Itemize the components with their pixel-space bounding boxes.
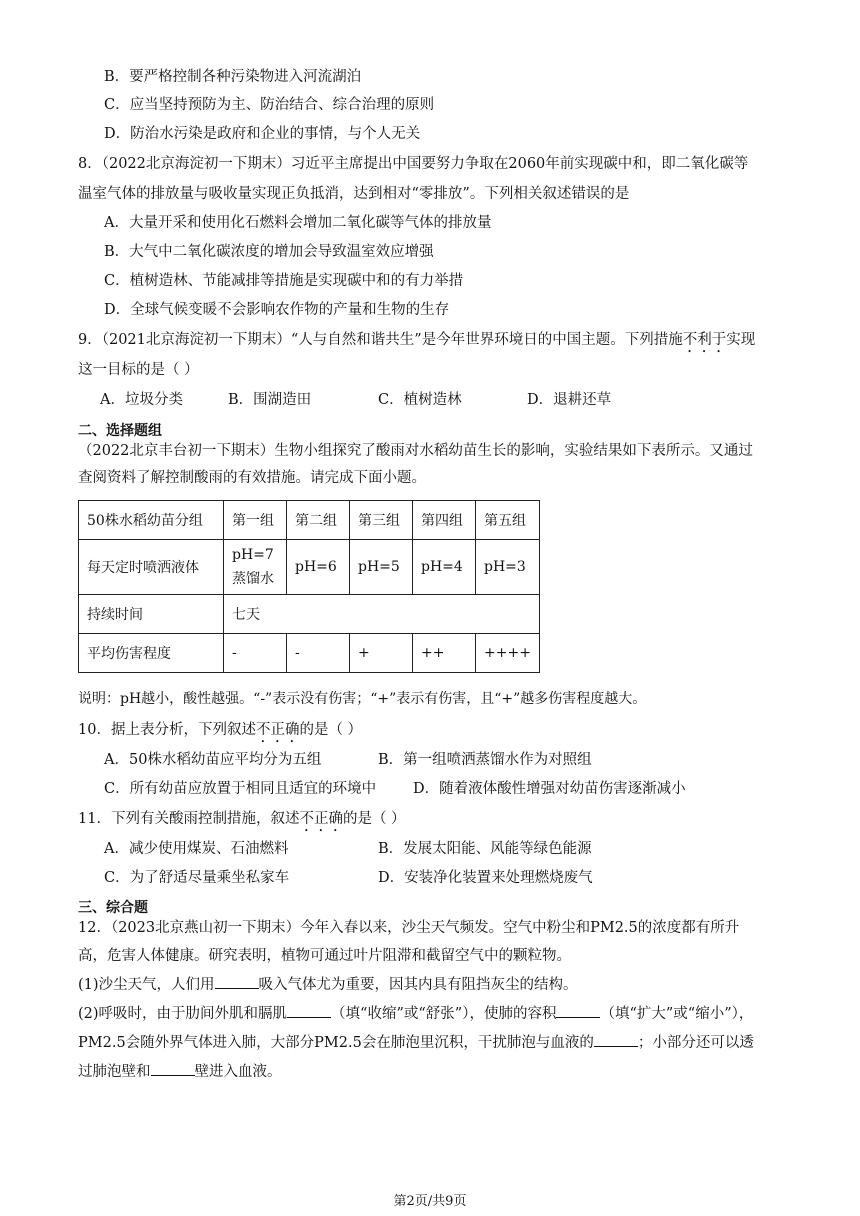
table-cell: 第一组 — [224, 501, 287, 540]
q11-option-a: A．减少使用煤炭、石油燃料 — [104, 841, 289, 857]
table-cell: ++++ — [476, 634, 540, 673]
q12-part2-line2 — [78, 1032, 754, 1054]
q12-part2-line2-a: PM2.5会随外界气体进入肺，大部分PM2.5会在肺泡里沉积，干扰肺泡与血液的 — [78, 1035, 594, 1051]
q10-option-c: C．所有幼苗应放置于相同且适宜的环境中 — [104, 781, 377, 797]
q9-option-b: B．围湖造田 — [228, 392, 312, 408]
q10-option-b: B．第一组喷洒蒸馏水作为对照组 — [378, 752, 592, 768]
q10-option-d: D．随着液体酸性增强对幼苗伤害逐渐减小 — [413, 781, 686, 797]
table-cell: + — [350, 634, 413, 673]
q8-option-b: B．大气中二氧化碳浓度的增加会导致温室效应增强 — [104, 244, 434, 260]
q12-part2-c: （填“扩大”或“缩小”）， — [600, 1006, 754, 1022]
q11-option-c: C．为了舒适尽量乘坐私家车 — [104, 870, 290, 886]
q9-stem-line2: 这一目标的是（ ） — [78, 362, 199, 378]
q8-option-c: C．植树造林、节能减排等措施是实现碳中和的有力举措 — [104, 273, 464, 289]
answer-blank[interactable] — [215, 974, 259, 989]
table-row-damage — [79, 634, 540, 673]
q10-option-a: A．50株水稻幼苗应平均分为五组 — [104, 752, 322, 768]
table-cell — [224, 540, 287, 595]
q9-stem-pre: 9．（2021北京海淀初一下期末）“人与自然和谐共生”是今年世界环境日的中国主题。下列措施 — [78, 332, 683, 348]
q12-part2-line3-b: 壁进入血液。 — [194, 1064, 282, 1080]
table-cell: - — [287, 634, 350, 673]
section2-intro-line2: 查阅资料了解控制酸雨的有效措施。请完成下面小题。 — [78, 470, 426, 486]
q11-stem — [78, 808, 406, 835]
q11-option-b: B．发展太阳能、风能等绿色能源 — [378, 841, 592, 857]
answer-blank[interactable] — [556, 1003, 600, 1018]
q9-option-a: A．垃圾分类 — [100, 392, 183, 408]
q8-stem-line2: 温室气体的排放量与吸收量实现正负抵消，达到相对“零排放”。下列相关叙述错误的是 — [78, 186, 630, 202]
q12-part1-post: 吸入气体尤为重要，因其内具有阻挡灰尘的结构。 — [258, 977, 578, 993]
experiment-table — [78, 500, 540, 673]
q8-stem-line1: 8．（2022北京海淀初一下期末）习近平主席提出中国要努力争取在2060年前实现碳中和，即二氧化碳等 — [78, 156, 749, 172]
q12-part2-line3-a: 过肺泡壁和 — [78, 1064, 151, 1080]
table-cell: pH=4 — [413, 540, 476, 595]
q11-stem-post: 的是（ ） — [342, 811, 406, 827]
table-cell-line: pH=7 — [232, 547, 274, 563]
q9-option-d: D．退耕还草 — [527, 392, 612, 408]
table-row-duration — [79, 595, 540, 634]
q12-part2-line2-b: ；小部分还可以透 — [637, 1035, 754, 1051]
q12-part1 — [78, 974, 578, 996]
table-cell: 平均伤害程度 — [79, 634, 224, 673]
q10-emphasis: 不正确 — [255, 722, 300, 738]
q10-stem — [78, 719, 362, 746]
q12-part1-pre: (1)沙尘天气，人们用 — [78, 977, 215, 993]
table-cell: 七天 — [224, 595, 540, 634]
table-cell: pH=6 — [287, 540, 350, 595]
table-cell: pH=5 — [350, 540, 413, 595]
table-cell: 第二组 — [287, 501, 350, 540]
q9-emphasis: 不利于 — [682, 332, 727, 348]
q12-stem-line1: 12．（2023北京燕山初一下期末）今年入春以来，沙尘天气频发。空气中粉尘和PM2.5的浓度都有所升 — [78, 920, 740, 936]
table-cell-line: 蒸馏水 — [232, 571, 274, 587]
answer-blank[interactable] — [594, 1032, 638, 1047]
q7-option-d: D．防治水污染是政府和企业的事情，与个人无关 — [104, 126, 421, 142]
q11-emphasis: 不正确 — [299, 811, 343, 827]
table-cell: ++ — [413, 634, 476, 673]
page-footer: 第2页/共9页 — [393, 1194, 467, 1209]
answer-blank[interactable] — [287, 1003, 331, 1018]
table-cell: 第三组 — [350, 501, 413, 540]
q8-option-d: D．全球气候变暖不会影响农作物的产量和生物的生存 — [104, 302, 450, 318]
table-cell: pH=3 — [476, 540, 540, 595]
table-cell: - — [224, 634, 287, 673]
q9-stem-line1 — [78, 329, 755, 356]
q12-part2-line1 — [78, 1003, 753, 1025]
q10-stem-pre: 10．据上表分析，下列叙述 — [78, 722, 256, 738]
q10-stem-post: 的是（ ） — [299, 722, 363, 738]
q11-stem-pre: 11．下列有关酸雨控制措施，叙述 — [78, 811, 300, 827]
q12-stem-line2: 高，危害人体健康。研究表明，植物可通过叶片阻滞和截留空气中的颗粒物。 — [78, 948, 571, 964]
table-cell: 50株水稻幼苗分组 — [79, 501, 224, 540]
section-heading-3: 三、综合题 — [78, 900, 148, 916]
table-row-header — [79, 501, 540, 540]
q8-option-a: A．大量开采和使用化石燃料会增加二氧化碳等气体的排放量 — [104, 215, 492, 231]
q12-part2-a: (2)呼吸时，由于肋间外肌和膈肌 — [78, 1006, 288, 1022]
section2-intro-line1: （2022北京丰台初一下期末）生物小组探究了酸雨对水稻幼苗生长的影响，实验结果如下表所示。又通过 — [78, 443, 753, 459]
q12-part2-line3 — [78, 1061, 282, 1083]
q11-option-d: D．安装净化装置来处理燃烧废气 — [378, 870, 593, 886]
table-cell: 每天定时喷洒液体 — [79, 540, 224, 595]
section-heading-2: 二、选择题组 — [78, 423, 162, 439]
q9-stem-post: 实现 — [726, 332, 756, 348]
q7-option-b: B．要严格控制各种污染物进入河流湖泊 — [104, 69, 362, 85]
table-cell: 持续时间 — [79, 595, 224, 634]
table-cell: 第四组 — [413, 501, 476, 540]
answer-blank[interactable] — [151, 1061, 195, 1076]
q9-option-c: C．植树造林 — [378, 392, 462, 408]
table-cell: 第五组 — [476, 501, 540, 540]
table-row-liquid — [79, 540, 540, 595]
q7-option-c: C．应当坚持预防为主、防治结合、综合治理的原则 — [104, 97, 435, 113]
q12-part2-b: （填“收缩”或“舒张”），使肺的容积 — [331, 1006, 557, 1022]
table-note: 说明：pH越小，酸性越强。“-”表示没有伤害；“+”表示有伤害，且“+”越多伤害程度越大。 — [78, 691, 647, 707]
